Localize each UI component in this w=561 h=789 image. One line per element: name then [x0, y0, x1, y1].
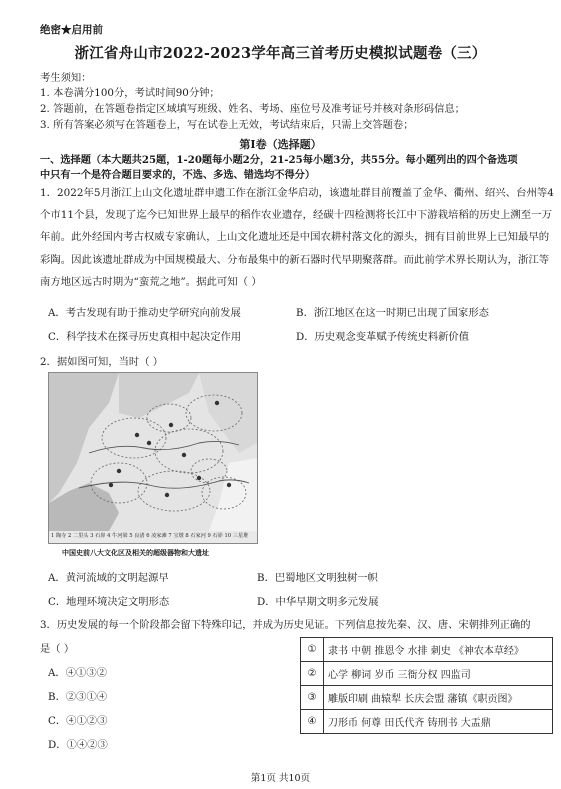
notice-heading: 考生须知：	[40, 72, 92, 84]
q1-option-a: A．考古发现有助于推动史学研究向前发展	[48, 307, 241, 319]
table-row	[301, 710, 553, 734]
q2-option-d: D．中华早期文明多元发展	[257, 596, 379, 608]
page-footer: 第1页 共10页	[250, 773, 311, 784]
table-cell-num: ①	[301, 638, 324, 662]
notice-item-1: 1. 本卷满分100分，考试时间90分钟；	[40, 87, 220, 99]
q1-option-c: C．科学技术在探寻历史真相中起决定作用	[48, 331, 242, 343]
q3-option-b: B．②③①④	[48, 691, 108, 703]
q3-option-a: A．④①③②	[48, 667, 107, 679]
q3-text-2: 是（ ）	[40, 643, 75, 655]
table-cell-text: 刀形币 何尊 田氏代齐 铸刑书 大盂鼎	[324, 710, 553, 734]
notice-item-2: 2. 答题前，在答题卷指定区域填写班级、姓名、考场、座位号及准考证号并核对条形码信息；	[40, 103, 465, 115]
q2-text: 2．据如图可知，当时（ ）	[40, 356, 164, 368]
table-row	[301, 686, 553, 710]
q3-info-table	[300, 637, 553, 734]
exam-title: 浙江省舟山市2022-2023学年高三首考历史模拟试题卷（三）	[74, 45, 487, 62]
table-cell-num: ③	[301, 686, 324, 710]
notice-item-3: 3. 所有答案必须写在答题卷上，写在试卷上无效，考试结束后，只需上交答题卷；	[40, 119, 414, 131]
table-cell-num: ④	[301, 710, 324, 734]
q1-option-d: D．历史观念变革赋予传统史料新价值	[296, 331, 470, 343]
q1-option-b: B．浙江地区在这一时期已出现了国家形态	[296, 307, 489, 319]
map-caption: 中国史前八大文化区及相关的超级器物和大遗址	[62, 548, 209, 557]
table-cell-text: 雕版印刷 曲辕犁 长庆会盟 藩镇《职贡图》	[324, 686, 553, 710]
q3-option-d: D．①④②③	[48, 739, 108, 751]
q2-option-b: B．巴蜀地区文明独树一帜	[257, 572, 378, 584]
map-legend: 1 陶寺 2 二里头 3 石峁 4 牛河梁 5 良渚 6 凌家滩 7 宝墩 8 石家河 9 石峁 10 三星堆	[51, 533, 249, 539]
section-instruction-1: 一、选择题（本大题共25题，1-20题每小题2分，21-25每小题3分，共55分。每小题列出的四个备选项	[40, 154, 518, 166]
secret-label: 绝密★启用前	[40, 24, 103, 36]
q3-option-c: C．④①②③	[48, 715, 108, 727]
table-cell-text: 隶书 中朝 推恩令 水排 刺史 《神农本草经》	[324, 638, 553, 662]
section-instruction-2: 中只有一个是符合题目要求的，不选、多选、错选均不得分）	[40, 169, 316, 181]
q3-text-1: 3．历史发展的每一个阶段都会留下特殊印记，并成为历史见证。下列信息按先秦、汉、唐、宋朝排列正确的	[40, 619, 531, 631]
table-row	[301, 662, 553, 686]
map-image	[49, 373, 257, 531]
q2-option-a: A．黄河流域的文明起源早	[48, 572, 169, 584]
table-cell-text: 心学 柳词 岁币 三衙分权 四监司	[324, 662, 553, 686]
section-title: 第Ⅰ卷（选择题）	[239, 138, 322, 151]
table-row	[301, 638, 553, 662]
q2-option-c: C．地理环境决定文明形态	[48, 596, 170, 608]
q1-text: 1．2022年5月浙江上山文化遗址群申遗工作在浙江金华启动，该遗址群目前覆盖了金华、衢州、绍兴、台州等4个市11个县，发现了迄今已知世界上最早的稻作农业遗存，经碳十四检测将长江中下游栽培稻的历史上溯至一万年前。此外经国内考古权威专家确认，上山文化遗址还是中国农耕村落文化的源头，拥有目前世界上已知最早的彩陶。因此该遗址群成为中国规模最大、分布最集中的新石器时代早期聚落群。而此前学术界长期认为，浙江等南方地区远古时期为“蛮荒之地”。据此可知（ ）	[40, 187, 554, 288]
prehistoric-culture-map	[48, 372, 258, 544]
table-cell-num: ②	[301, 662, 324, 686]
